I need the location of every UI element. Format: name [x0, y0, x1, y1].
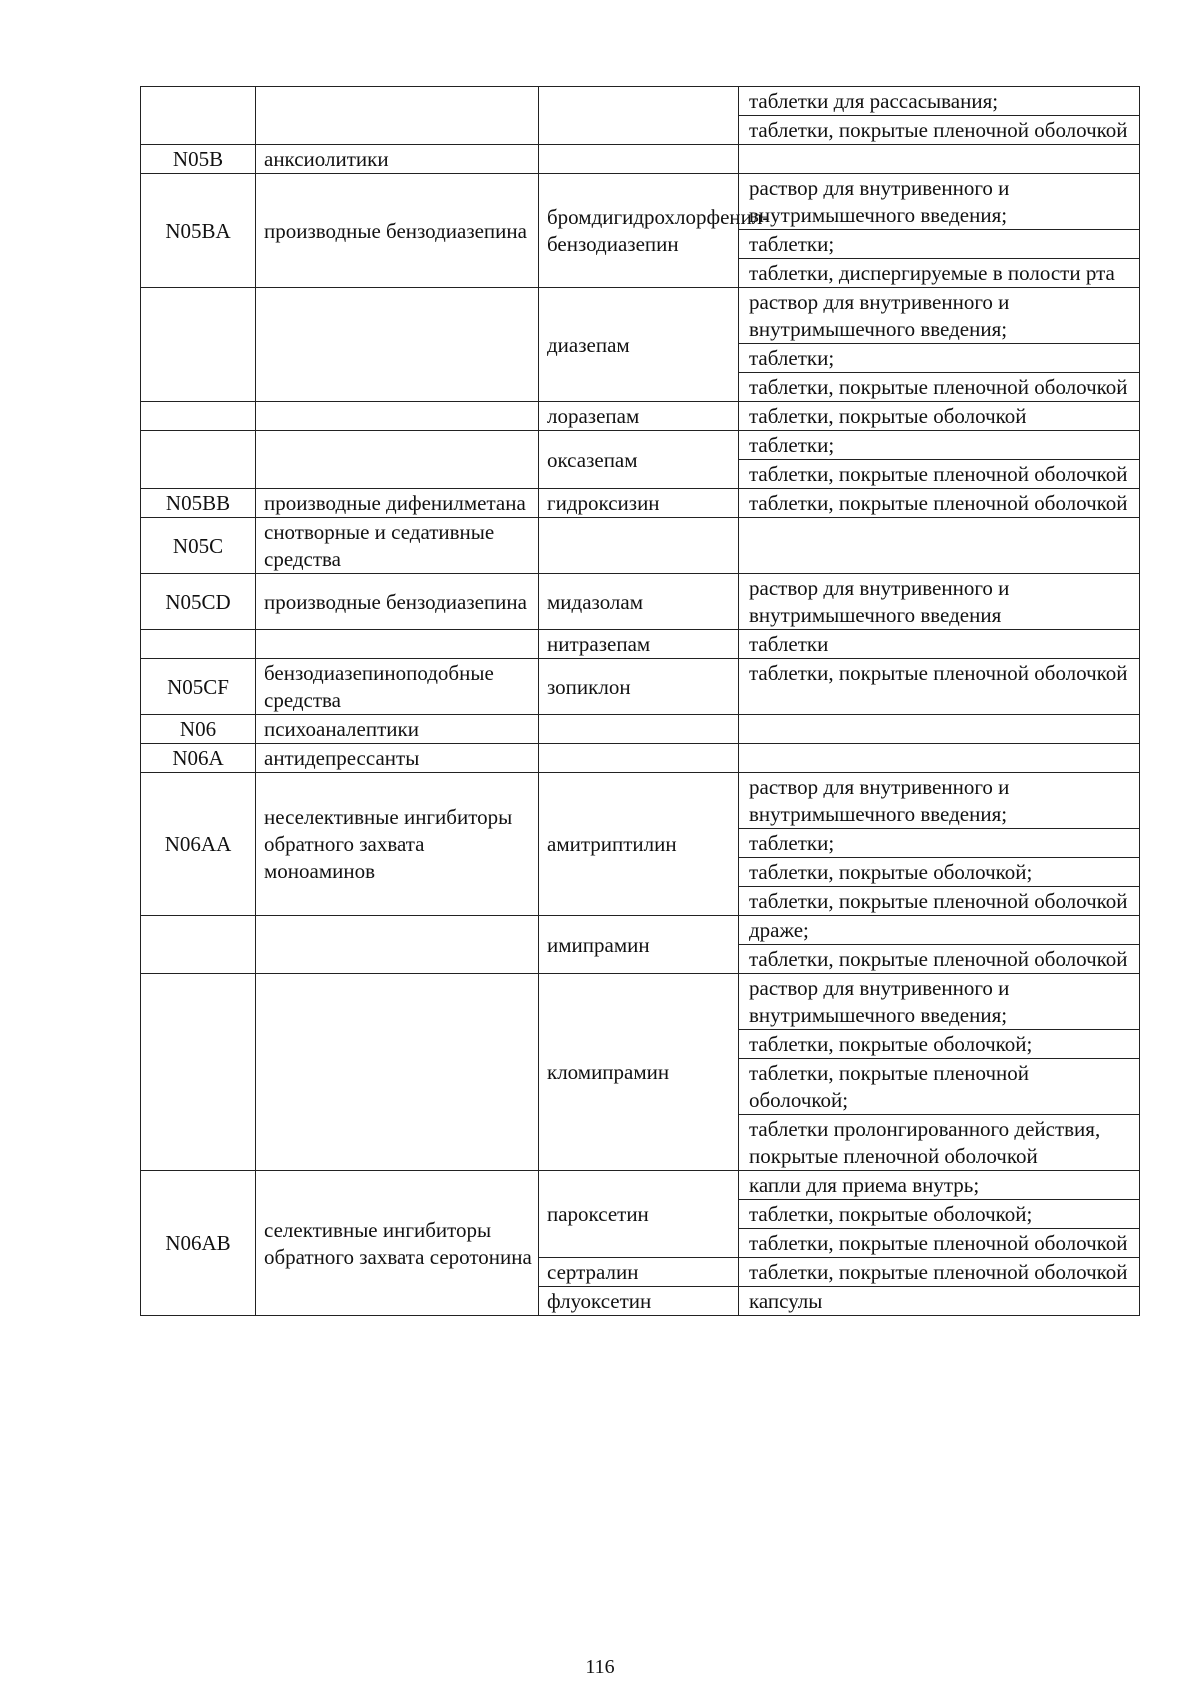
dosage-form-item: капли для приема внутрь;	[739, 1171, 1139, 1200]
drug-name-cell: амитриптилин	[539, 773, 739, 915]
drug-name-cell: лоразепам	[539, 402, 739, 430]
atc-code-cell	[141, 87, 256, 144]
drug-name-cell: мидазолам	[539, 574, 739, 629]
drug-name-cell	[539, 518, 739, 573]
drug-name-cell: нитразепам	[539, 630, 739, 658]
drug-subrows	[539, 1171, 1139, 1315]
drug-name-cell: кломипрамин	[539, 974, 739, 1170]
anatomical-group-cell	[256, 431, 539, 488]
dosage-forms-cell	[739, 574, 1139, 629]
atc-code-cell: N05CF	[141, 659, 256, 714]
anatomical-group-cell	[256, 402, 539, 430]
dosage-form-item: таблетки, покрытые пленочной оболочкой	[749, 375, 1128, 399]
anatomical-group-cell: селективные ингибиторы обратного захвата серотонина	[256, 1171, 539, 1315]
anatomical-group-cell	[256, 916, 539, 973]
table-row	[140, 916, 1140, 974]
dosage-forms-cell	[739, 174, 1139, 287]
atc-code-cell	[141, 916, 256, 973]
dosage-forms-cell	[739, 288, 1139, 401]
table-row	[140, 974, 1140, 1171]
table-row	[140, 744, 1140, 773]
dosage-form-item: капсулы	[749, 1289, 823, 1313]
dosage-form-item: таблетки, покрытые оболочкой;	[739, 1200, 1139, 1229]
anatomical-group-cell: психоаналептики	[256, 715, 539, 743]
dosage-forms-cell	[739, 744, 1139, 772]
dosage-form-item: раствор для внутривенного и внутримышечного введения;	[739, 174, 1139, 230]
anatomical-group-cell	[256, 974, 539, 1170]
dosage-forms-cell	[739, 1171, 1139, 1257]
drug-name-cell: бромдигидрохлорфенил-бензодиазепин	[539, 174, 739, 287]
atc-code-cell	[141, 630, 256, 658]
dosage-form-item	[739, 744, 1139, 745]
dosage-form-item: таблетки, покрытые пленочной оболочкой	[749, 491, 1128, 515]
dosage-forms-cell	[739, 402, 1139, 430]
dosage-forms-cell	[739, 773, 1139, 915]
atc-code-cell: N06AB	[141, 1171, 256, 1315]
table-row	[140, 431, 1140, 489]
dosage-form-item: таблетки, покрытые пленочной оболочкой	[749, 947, 1128, 971]
dosage-form-item: таблетки, покрытые оболочкой;	[739, 1030, 1139, 1059]
dosage-forms-cell	[739, 489, 1139, 517]
table-row	[140, 574, 1140, 630]
dosage-form-item: драже;	[739, 916, 1139, 945]
table-row	[140, 402, 1140, 431]
anatomical-group-cell: неселективные ингибиторы обратного захвата моноаминов	[256, 773, 539, 915]
table-row	[140, 518, 1140, 574]
drug-subrow	[539, 1171, 1139, 1258]
dosage-form-item: таблетки, покрытые оболочкой	[749, 404, 1027, 428]
dosage-forms-cell	[739, 715, 1139, 743]
table-row	[140, 773, 1140, 916]
anatomical-group-cell: производные дифенилметана	[256, 489, 539, 517]
dosage-forms-cell	[739, 518, 1139, 573]
atc-code-cell	[141, 402, 256, 430]
anatomical-group-cell	[256, 630, 539, 658]
dosage-form-item: раствор для внутривенного и внутримышечного введения;	[739, 288, 1139, 344]
table-row-group	[140, 1171, 1140, 1316]
dosage-forms-cell	[739, 87, 1139, 144]
anatomical-group-cell: производные бензодиазепина	[256, 174, 539, 287]
atc-code-cell	[141, 431, 256, 488]
atc-code-cell: N05BB	[141, 489, 256, 517]
dosage-form-item: таблетки	[749, 632, 829, 656]
dosage-form-item: таблетки, покрытые оболочкой;	[739, 858, 1139, 887]
atc-code-cell: N05B	[141, 145, 256, 173]
table-row	[140, 174, 1140, 288]
dosage-form-item	[739, 518, 1139, 519]
dosage-form-item: раствор для внутривенного и внутримышечного введения	[749, 576, 1010, 627]
dosage-form-item: таблетки;	[739, 431, 1139, 460]
dosage-form-item: таблетки, диспергируемые в полости рта	[749, 261, 1115, 285]
table-row	[140, 659, 1140, 715]
drug-name-cell: имипрамин	[539, 916, 739, 973]
atc-code-cell: N06	[141, 715, 256, 743]
table-row	[140, 715, 1140, 744]
dosage-form-item: таблетки, покрытые пленочной оболочкой	[749, 661, 1128, 685]
table-row	[140, 145, 1140, 174]
drug-name-cell: зопиклон	[539, 659, 739, 714]
drug-subrow	[539, 1287, 1139, 1315]
drug-name-cell	[539, 744, 739, 772]
drug-classification-table	[140, 86, 1140, 1316]
dosage-form-item: таблетки для рассасывания;	[739, 87, 1139, 116]
table-row	[140, 86, 1140, 145]
drug-name-cell: сертралин	[539, 1258, 739, 1286]
dosage-form-item: таблетки, покрытые пленочной оболочкой	[749, 118, 1128, 142]
atc-code-cell	[141, 288, 256, 401]
anatomical-group-cell: анксиолитики	[256, 145, 539, 173]
atc-code-cell	[141, 974, 256, 1170]
dosage-forms-cell	[739, 916, 1139, 973]
dosage-forms-cell	[739, 1287, 1139, 1315]
dosage-form-item: таблетки, покрытые пленочной оболочкой	[749, 1231, 1128, 1255]
dosage-form-item: таблетки;	[739, 344, 1139, 373]
dosage-forms-cell	[739, 659, 1139, 714]
table-row	[140, 288, 1140, 402]
dosage-forms-cell	[739, 1258, 1139, 1286]
table-row	[140, 630, 1140, 659]
page-number: 116	[585, 1656, 615, 1678]
anatomical-group-cell: производные бензодиазепина	[256, 574, 539, 629]
dosage-form-item: таблетки, покрытые пленочной оболочкой	[749, 889, 1128, 913]
drug-name-cell: оксазепам	[539, 431, 739, 488]
atc-code-cell: N05BA	[141, 174, 256, 287]
atc-code-cell: N05CD	[141, 574, 256, 629]
dosage-forms-cell	[739, 145, 1139, 173]
drug-subrow	[539, 1258, 1139, 1287]
anatomical-group-cell: антидепрессанты	[256, 744, 539, 772]
drug-name-cell: пароксетин	[539, 1171, 739, 1257]
drug-name-cell	[539, 715, 739, 743]
dosage-forms-cell	[739, 630, 1139, 658]
dosage-form-item: раствор для внутривенного и внутримышечного введения;	[739, 773, 1139, 829]
atc-code-cell: N05C	[141, 518, 256, 573]
drug-name-cell: флуоксетин	[539, 1287, 739, 1315]
dosage-form-item	[739, 715, 1139, 716]
dosage-forms-cell	[739, 974, 1139, 1170]
anatomical-group-cell: снотворные и седативные средства	[256, 518, 539, 573]
anatomical-group-cell	[256, 87, 539, 144]
dosage-form-item: таблетки пролонгированного действия, покрытые пленочной оболочкой	[749, 1117, 1101, 1168]
dosage-form-item: таблетки, покрытые пленочной оболочкой	[749, 462, 1128, 486]
table-row	[140, 489, 1140, 518]
dosage-form-item: таблетки, покрытые пленочной оболочкой;	[739, 1059, 1139, 1115]
drug-name-cell: диазепам	[539, 288, 739, 401]
anatomical-group-cell: бензодиазепиноподобные средства	[256, 659, 539, 714]
dosage-form-item: таблетки;	[739, 829, 1139, 858]
dosage-form-item: таблетки;	[739, 230, 1139, 259]
drug-name-cell: гидроксизин	[539, 489, 739, 517]
atc-code-cell: N06AA	[141, 773, 256, 915]
dosage-form-item: таблетки, покрытые пленочной оболочкой	[749, 1260, 1128, 1284]
dosage-form-item: раствор для внутривенного и внутримышечного введения;	[739, 974, 1139, 1030]
drug-name-cell	[539, 145, 739, 173]
dosage-forms-cell	[739, 431, 1139, 488]
dosage-form-item	[739, 145, 1139, 146]
atc-code-cell: N06A	[141, 744, 256, 772]
anatomical-group-cell	[256, 288, 539, 401]
drug-name-cell	[539, 87, 739, 144]
